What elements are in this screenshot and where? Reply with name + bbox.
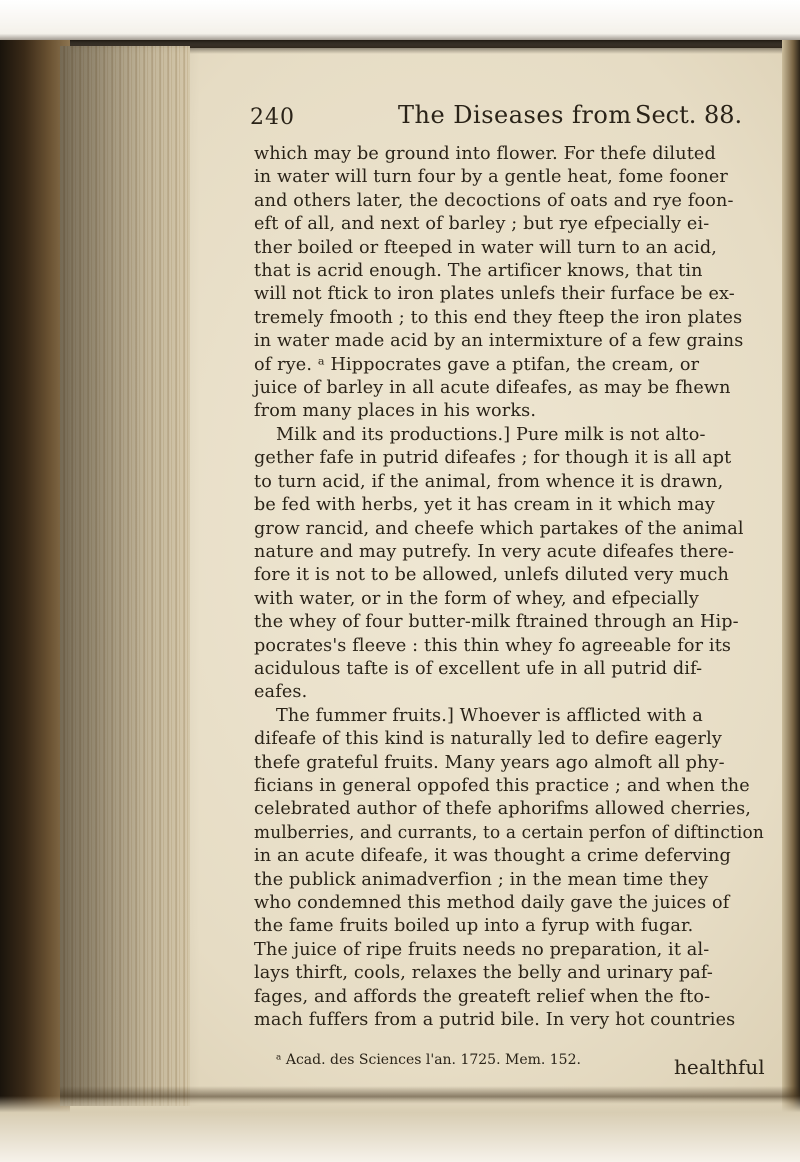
text-line: difeafe of this kind is naturally led to defire eagerly: [254, 729, 722, 750]
text-line: and others later, the decoctions of oats and rye foon-: [254, 190, 734, 211]
text-line: pocrates's fleeve : this thin whey fo agreeable for its: [254, 635, 732, 656]
footnote: ᵃ Acad. des Sciences l'an. 1725. Mem. 152.: [276, 1052, 581, 1068]
text-line: in water made acid by an intermixture of a few grains: [254, 331, 744, 352]
text-line: thefe grateful fruits. Many years ago almoft all phy-: [254, 752, 725, 773]
text-line: lays thirft, cools, relaxes the belly and urinary paf-: [254, 963, 714, 984]
gutter-shadow: [60, 46, 200, 1106]
text-line: ficians in general oppofed this practice ; and when the: [254, 775, 750, 796]
text-line: which may be ground into flower. For thefe diluted: [254, 144, 716, 164]
text-line: of rye. ᵃ Hippocrates gave a ptifan, the cream, or: [254, 354, 700, 375]
text-line: Milk and its productions.] Pure milk is not alto-: [276, 424, 706, 445]
running-head-section: Sect. 88.: [635, 101, 743, 129]
page-number: 240: [250, 105, 295, 130]
text-line: will not ftick to iron plates unlefs their furface be ex-: [254, 284, 735, 305]
text-line: grow rancid, and cheefe which partakes of the animal: [254, 518, 744, 539]
text-line: from many places in his works.: [254, 401, 537, 422]
text-line: with water, or in the form of whey, and efpecially: [254, 588, 699, 609]
text-line: who condemned this method daily gave the juices of: [254, 893, 730, 913]
text-line: juice of barley in all acute difeafes, as may be fhewn: [254, 378, 731, 399]
text-line: the publick animadverfion ; in the mean time they: [254, 869, 709, 890]
text-line: ther boiled or fteeped in water will turn to an acid,: [254, 237, 718, 258]
text-line: eft of all, and next of barley ; but rye efpecially ei-: [254, 214, 710, 235]
right-page-edge: [782, 40, 800, 1162]
text-line: The fummer fruits.] Whoever is afflicted with a: [276, 705, 703, 726]
text-line: gether fafe in putrid difeafes ; for though it is all apt: [254, 448, 732, 469]
text-line: eafes.: [254, 682, 308, 703]
text-line: tremely fmooth ; to this end they fteep the iron plates: [254, 307, 743, 328]
text-line: nature and may putrefy. In very acute difeafes there-: [254, 541, 735, 562]
running-head: [250, 95, 770, 139]
text-line: mulberries, and currants, to a certain perfon of diftinction: [254, 822, 764, 843]
text-line: fages, and affords the greateft relief when the fto-: [254, 986, 711, 1007]
text-line: the fame fruits boiled up into a fyrup with fugar.: [254, 916, 694, 937]
text-line: that is acrid enough. The artificer knows, that tin: [254, 261, 703, 282]
bottom-page-edge: [0, 1096, 800, 1162]
body-text: [254, 143, 764, 1032]
text-line: mach fuffers from a putrid bile. In very hot countries: [254, 1010, 736, 1031]
text-line: the whey of four butter-milk ftrained through an Hip-: [254, 612, 739, 633]
text-line: to turn acid, if the animal, from whence it is drawn,: [254, 471, 724, 492]
text-line: fore it is not to be allowed, unlefs diluted very much: [254, 565, 730, 586]
running-head-title: The Diseases from: [398, 101, 632, 129]
text-line: The juice of ripe fruits needs no preparation, it al-: [254, 939, 710, 960]
text-line: celebrated author of thefe aphorifms allowed cherries,: [254, 799, 752, 820]
catchword: healthful: [674, 1055, 765, 1079]
text-line: in an acute difeafe, it was thought a crime deferving: [254, 846, 731, 867]
text-line: in water will turn four by a gentle heat, fome fooner: [254, 167, 728, 188]
text-line: acidulous tafte is of excellent ufe in all putrid dif-: [254, 658, 703, 679]
book-page: [250, 95, 770, 1085]
text-line: be fed with herbs, yet it has cream in it which may: [254, 495, 715, 516]
